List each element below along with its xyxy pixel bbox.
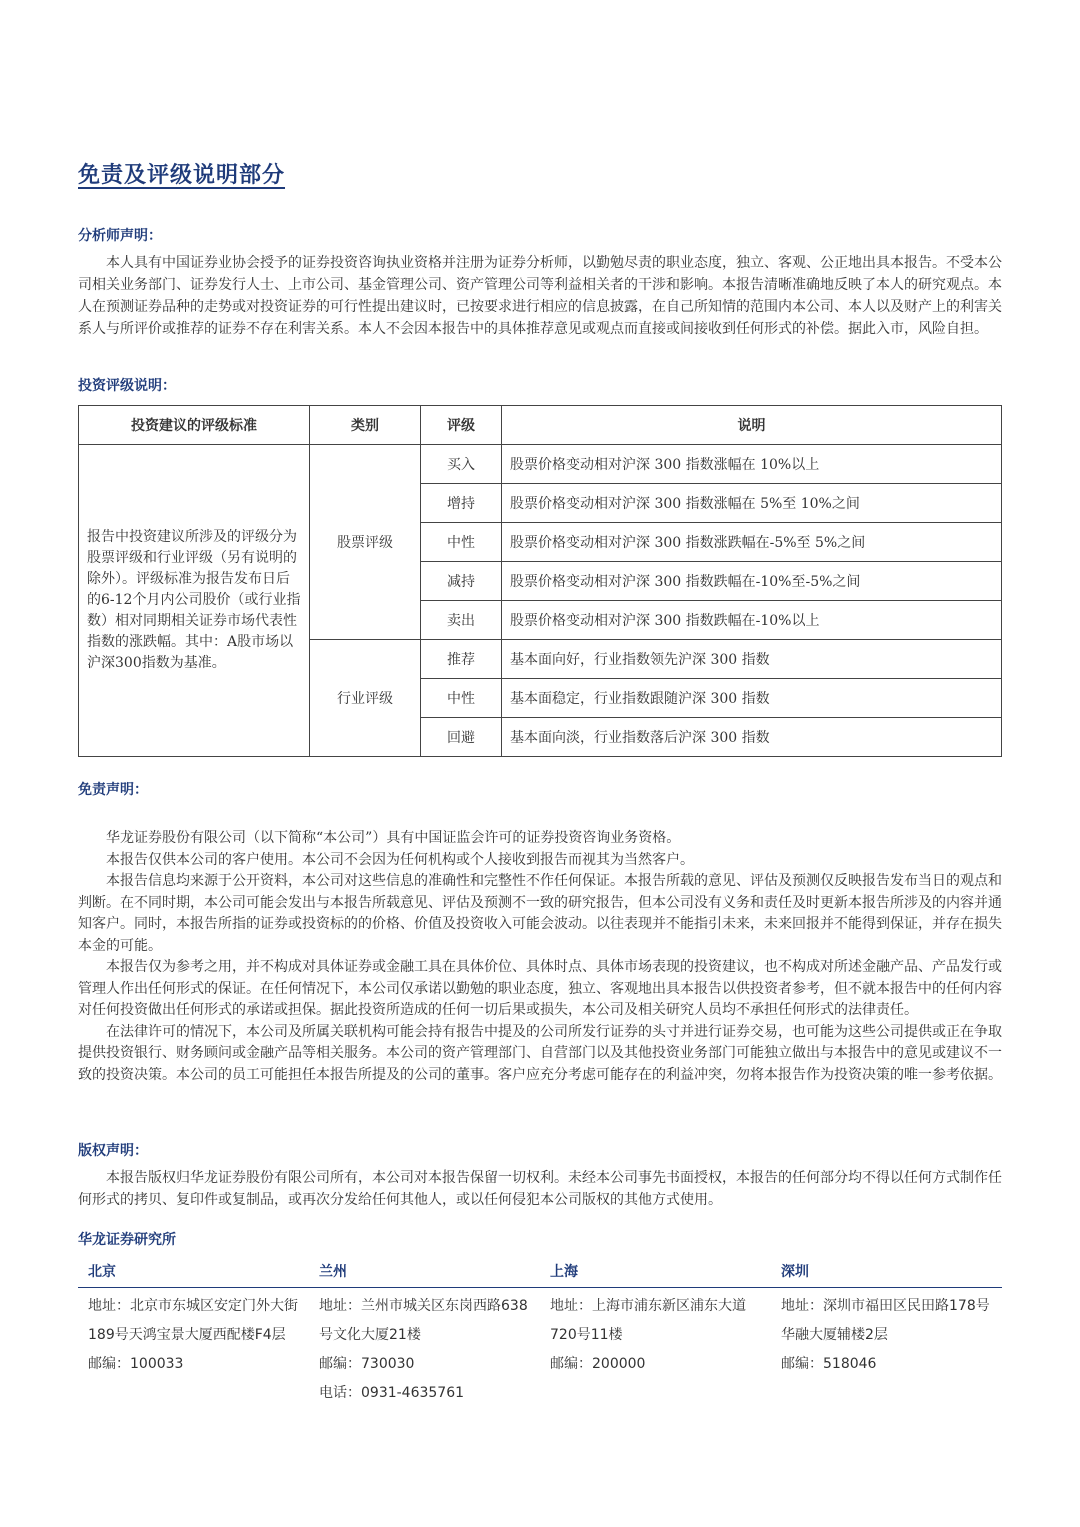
desc-cell: 基本面向淡，行业指数落后沪深 300 指数: [502, 718, 1002, 757]
industry-category-cell: 行业评级: [310, 640, 421, 757]
grade-cell: 中性: [421, 523, 502, 562]
office-city: 深圳: [781, 1264, 809, 1280]
desc-cell: 股票价格变动相对沪深 300 指数涨幅在 10%以上: [502, 445, 1002, 484]
page-title: 免责及评级说明部分: [78, 162, 286, 188]
office-beijing: [78, 1292, 309, 1408]
office-city-row: [78, 1261, 1002, 1288]
rating-heading: 投资评级说明：: [78, 378, 176, 394]
grade-cell: 减持: [421, 562, 502, 601]
grade-cell: 增持: [421, 484, 502, 523]
desc-cell: 基本面向好，行业指数领先沪深 300 指数: [502, 640, 1002, 679]
office-city: 北京: [88, 1264, 116, 1280]
analyst-text: 本人具有中国证券业协会授予的证券投资咨询执业资格并注册为证券分析师，以勤勉尽责的职业态度，独立、客观、公正地出具本报告。不受本公司相关业务部门、证券发行人士、上市公司、基金管理公司、资产管理公司等利益相关者的干涉和影响。本报告清晰准确地反映了本人的研究观点。本人在预测证券品种的走势或对投资证券的可行性提出建议时，已按要求进行相应的信息披露，在自己所知情的范围内本公司、本人以及财产上的利害关系人与所评价或推荐的证券不存在利害关系。本人不会因本报告中的具体推荐意见或观点而直接或间接收到任何形式的补偿。据此入市，风险自担。: [78, 255, 1002, 337]
office-phone: 电话：0931-4635761: [319, 1385, 465, 1401]
grade-cell: 中性: [421, 679, 502, 718]
institute-heading: 华龙证券研究所: [78, 1232, 176, 1248]
table-row: [79, 445, 1002, 484]
analyst-heading: 分析师声明：: [78, 228, 162, 244]
desc-cell: 股票价格变动相对沪深 300 指数跌幅在-10%以上: [502, 601, 1002, 640]
office-lanzhou: [309, 1292, 540, 1408]
disclaimer-paragraph: 本报告仅为参考之用，并不构成对具体证券或金融工具在具体价位、具体时点、具体市场表现的投资建议，也不构成对所述金融产品、产品发行或管理人作出任何形式的保证。在任何情况下，本公司仅承诺以勤勉的职业态度，独立、客观地出具本报告以供投资者参考，但不就本报告中的任何内容对任何投资做出任何形式的承诺或担保。据此投资所造成的任何一切后果或损失，本公司及相关研究人员均不承担任何形式的法律责任。: [78, 959, 1002, 1018]
office-city: 上海: [550, 1264, 578, 1280]
office-address: 地址：深圳市福田区民田路178号华融大厦辅楼2层: [781, 1298, 990, 1343]
office-detail-row: [78, 1288, 1002, 1408]
copyright-heading: 版权声明：: [78, 1143, 148, 1159]
analyst-statement: [78, 252, 1002, 340]
office-shenzhen: [771, 1292, 1002, 1408]
copyright-body: [78, 1168, 1002, 1211]
grade-cell: 推荐: [421, 640, 502, 679]
office-city: 兰州: [319, 1264, 347, 1280]
col-desc: 说明: [502, 406, 1002, 445]
disclaimer-heading: 免责声明：: [78, 782, 148, 798]
disclaimer-paragraph: 在法律许可的情况下，本公司及所属关联机构可能会持有报告中提及的公司所发行证券的头寸并进行证券交易，也可能为这些公司提供或正在争取提供投资银行、财务顾问或金融产品等相关服务。本公司的资产管理部门、自营部门以及其他投资业务部门可能独立做出与本报告中的意见或建议不一致的投资决策。本公司的员工可能担任本报告所提及的公司的董事。客户应充分考虑可能存在的利益冲突，勿将本报告作为投资决策的唯一参考依据。: [78, 1023, 1002, 1083]
desc-cell: 股票价格变动相对沪深 300 指数跌幅在-10%至-5%之间: [502, 562, 1002, 601]
disclaimer-paragraph: 华龙证券股份有限公司（以下简称“本公司”）具有中国证监会许可的证券投资咨询业务资格。: [106, 830, 681, 846]
rating-table-header: [79, 406, 1002, 445]
grade-cell: 卖出: [421, 601, 502, 640]
office-postcode: 邮编：100033: [88, 1356, 184, 1372]
stock-category-cell: 股票评级: [310, 445, 421, 640]
desc-cell: 基本面稳定，行业指数跟随沪深 300 指数: [502, 679, 1002, 718]
office-addresses: [78, 1261, 1002, 1408]
rating-standard-cell: 报告中投资建议所涉及的评级分为股票评级和行业评级（另有说明的除外）。评级标准为报告发布日后的6-12个月内公司股价（或行业指数）相对同期相关证券市场代表性指数的涨跌幅。其中：A股市场以沪深300指数为基准。: [79, 445, 310, 757]
office-postcode: 邮编：200000: [550, 1356, 646, 1372]
office-shanghai: [540, 1292, 771, 1408]
col-grade: 评级: [421, 406, 502, 445]
desc-cell: 股票价格变动相对沪深 300 指数涨跌幅在-5%至 5%之间: [502, 523, 1002, 562]
office-address: 地址：上海市浦东新区浦东大道720号11楼: [550, 1298, 746, 1343]
office-postcode: 邮编：518046: [781, 1356, 877, 1372]
grade-cell: 回避: [421, 718, 502, 757]
office-postcode: 邮编：730030: [319, 1356, 415, 1372]
office-address: 地址：北京市东城区安定门外大街189号天鸿宝景大厦西配楼F4层: [88, 1298, 298, 1343]
office-address: 地址：兰州市城关区东岗西路638号文化大厦21楼: [319, 1298, 528, 1343]
disclaimer-paragraph: 本报告仅供本公司的客户使用。本公司不会因为任何机构或个人接收到报告而视其为当然客户。: [106, 851, 694, 868]
desc-cell: 股票价格变动相对沪深 300 指数涨幅在 5%至 10%之间: [502, 484, 1002, 523]
rating-table: [78, 405, 1002, 757]
copyright-text: 本报告版权归华龙证券股份有限公司所有，本公司对本报告保留一切权利。未经本公司事先书面授权，本报告的任何部分均不得以任何方式制作任何形式的拷贝、复印件或复制品，或再次分发给任何其他人，或以任何侵犯本公司版权的其他方式使用。: [78, 1170, 1002, 1208]
disclaimer-body: [78, 828, 1002, 1086]
disclaimer-paragraph: 本报告信息均来源于公开资料，本公司对这些信息的准确性和完整性不作任何保证。本报告所载的意见、评估及预测仅反映报告发布当日的观点和判断。在不同时期，本公司可能会发出与本报告所载意见、评估及预测不一致的研究报告，但本公司没有义务和责任及时更新本报告所涉及的内容并通知客户。同时，本报告所指的证券或投资标的的价格、价值及投资收入可能会波动。以往表现并不能指引未来，未来回报并不能得到保证，并存在损失本金的可能。: [78, 873, 1002, 954]
col-category: 类别: [310, 406, 421, 445]
grade-cell: 买入: [421, 445, 502, 484]
col-standard: 投资建议的评级标准: [79, 406, 310, 445]
